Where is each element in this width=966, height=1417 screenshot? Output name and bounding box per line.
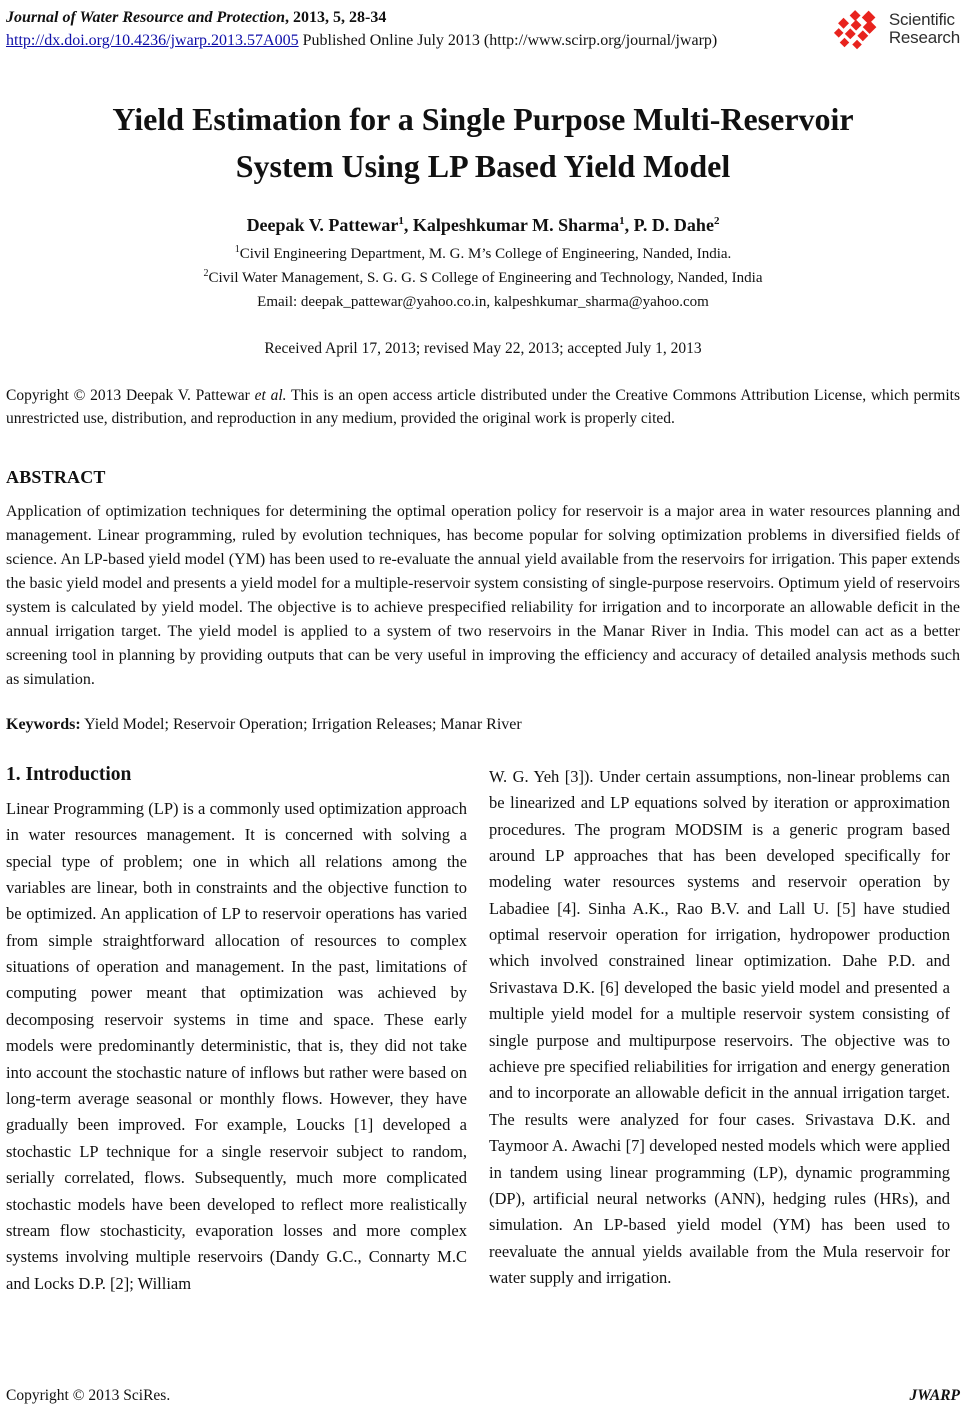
author-3 bbox=[625, 215, 720, 235]
author-2 bbox=[404, 215, 625, 235]
journal-title: Journal of Water Resource and Protection bbox=[6, 9, 285, 26]
journal-citation-block bbox=[6, 6, 717, 52]
page-footer bbox=[6, 1387, 960, 1405]
author-2-affil-mark: 1 bbox=[619, 215, 625, 228]
logo-text-line2: Research bbox=[888, 27, 960, 47]
published-note: Published Online July 2013 (http://www.scirp.org/journal/jwarp) bbox=[298, 32, 718, 50]
copyright-etal: et al. bbox=[254, 386, 287, 404]
author-2-name: , Kalpeshkumar M. Sharma bbox=[403, 215, 620, 236]
affiliation-1-mark: 1 bbox=[234, 244, 240, 256]
journal-meta: , 2013, 5, 28-34 bbox=[284, 9, 387, 26]
footer-copyright: Copyright © 2013 SciRes. bbox=[6, 1387, 171, 1404]
author-list bbox=[6, 215, 960, 236]
keywords-text: Yield Model; Reservoir Operation; Irrigation Releases; Manar River bbox=[80, 715, 522, 733]
footer-journal-abbrev: JWARP bbox=[909, 1387, 960, 1404]
intro-paragraph-right: W. G. Yeh [3]). Under certain assumptions, non-linear problems can be linearized and LP equations solved by iteration or approximation procedures. The program MODSIM is a generic program based around LP approaches that has been developed specifically for modeling water resources systems and reservoir operation by Labadiee [4]. Sinha A.K., Rao B.V. and Lall U. [5] have studied optimal reservoir operation for irrigation, hydropower production which involved constrained linear optimization. Dahe P.D. and Srivastava D.K. [6] developed the basic yield model and presented a multiple yield model for a multiple reservoir system consisting of single purpose and multipurpose reservoirs. The objective was to achieve pre specified reliabilities for irrigation and energy generation and to incorporate an allowable deficit in the annual irrigation target. The results were analyzed for four cases. Srivastava D.K. and Taymoor A. Awachi [7] developed nested models which were applied in tandem using linear programming (LP), dynamic programming (DP), artificial neural networks (ANN), hedging rules (HRs), and simulation. An LP-based yield model (YM) has been used to reevaluate the annual yields available from the Mula reservoir for water supply and irrigation. bbox=[489, 766, 950, 1288]
received-dates: Received April 17, 2013; revised May 22, 2013; accepted July 1, 2013 bbox=[264, 339, 702, 357]
copyright-notice bbox=[6, 384, 960, 431]
affiliation-block bbox=[6, 242, 960, 314]
affiliation-2 bbox=[6, 266, 960, 290]
author-1 bbox=[247, 215, 404, 235]
affiliation-1 bbox=[6, 242, 960, 266]
article-title-line1: Yield Estimation for a Single Purpose Multi-Reservoir bbox=[112, 101, 854, 138]
page-header bbox=[6, 6, 960, 52]
article-title bbox=[6, 96, 960, 189]
affiliation-2-text: Civil Water Management, S. G. G. S College of Engineering and Technology, Nanded, India bbox=[208, 269, 763, 286]
affiliation-1-text: Civil Engineering Department, M. G. M’s College of Engineering, Nanded, India. bbox=[239, 246, 732, 263]
author-3-affil-mark: 2 bbox=[713, 215, 720, 228]
author-1-affil-mark: 1 bbox=[398, 215, 404, 228]
copyright-post: This is an open access article distributed under the Creative Commons Attribution License, which permits unrestricted use, distribution, and reproduction in any medium, provided the original work is properly cited. bbox=[6, 386, 960, 428]
logo-text bbox=[889, 11, 960, 47]
abstract-body: Application of optimization techniques for determining the optimal operation policy for reservoir is a major area in water resources planning and management. Linear programming, ruled by evolution techniques, has become popular for solving optimization problems in diversified fields of science. An LP-based yield model (YM) has been used to re-evaluate the annual yield available from the reservoirs for irrigation. This paper extends the basic yield model and presents a yield model for a multiple-reservoir system consisting of single-purpose reservoirs. Optimum yield of reservoirs system is calculated by yield model. The objective is to achieve prespecified reliability for irrigation and to incorporate an allowable deficit in the annual irrigation target. The yield model is applied to a system of two reservoirs in the Manar River in India. This model can act as a better screening tool in planning by providing outputs that can be very useful in improving the efficiency and accuracy of detailed analysis methods such as simulation. bbox=[6, 502, 960, 688]
publication-line bbox=[6, 29, 717, 52]
intro-paragraph-left: Linear Programming (LP) is a commonly used optimization approach in water resources management. It is concerned with solving a special type of problem; one in which all relations among the variables are linear, both in constraints and the objective function to be optimized. An application of LP to reservoir operations has varied from simple straightforward allocation of resources to complex situations of operation and management. In the past, limitations of computing power meant that optimization was achieved by decomposing reservoir systems in time and space. These early models were predominantly deterministic, that is, they did not take into account the stochastic nature of inflows but rather were based on long-term average seasonal or monthly flows. However, they have gradually been improved. For example, Loucks [1] developed a stochastic LP technique for a single reservoir subject to random, serially correlated, flows. Subsequently, much more complicated stochastic models have been developed to reflect more realistically stream flow stochasticity, evaporation losses and more complex systems involving multiple reservoirs (Dandy G.C., Connarty M.C and Locks D.P. [2]; William bbox=[6, 798, 467, 1293]
author-3-name: , P. D. Dahe bbox=[624, 215, 714, 236]
column-left bbox=[6, 764, 467, 1297]
affiliation-2-mark: 2 bbox=[203, 267, 209, 279]
keywords-label: Keywords: bbox=[6, 715, 81, 733]
email-line: Email: deepak_pattewar@yahoo.co.in, kalpeshkumar_sharma@yahoo.com bbox=[257, 294, 709, 311]
article-title-line2: System Using LP Based Yield Model bbox=[235, 147, 731, 184]
article-body-columns bbox=[6, 764, 960, 1297]
copyright-pre: Copyright © 2013 Deepak V. Pattewar bbox=[6, 386, 255, 404]
author-1-name: Deepak V. Pattewar bbox=[246, 215, 399, 236]
scirp-diamonds-icon bbox=[831, 8, 885, 52]
section-heading-introduction: 1. Introduction bbox=[6, 763, 132, 785]
keywords-line bbox=[6, 716, 960, 734]
doi-link[interactable]: http://dx.doi.org/10.4236/jwarp.2013.57A005 bbox=[6, 32, 299, 50]
abstract-heading: ABSTRACT bbox=[6, 466, 106, 487]
journal-citation-line bbox=[6, 6, 717, 29]
column-right bbox=[489, 764, 950, 1297]
scientific-research-logo bbox=[831, 8, 960, 52]
logo-text-line1: Scientific bbox=[888, 10, 955, 29]
